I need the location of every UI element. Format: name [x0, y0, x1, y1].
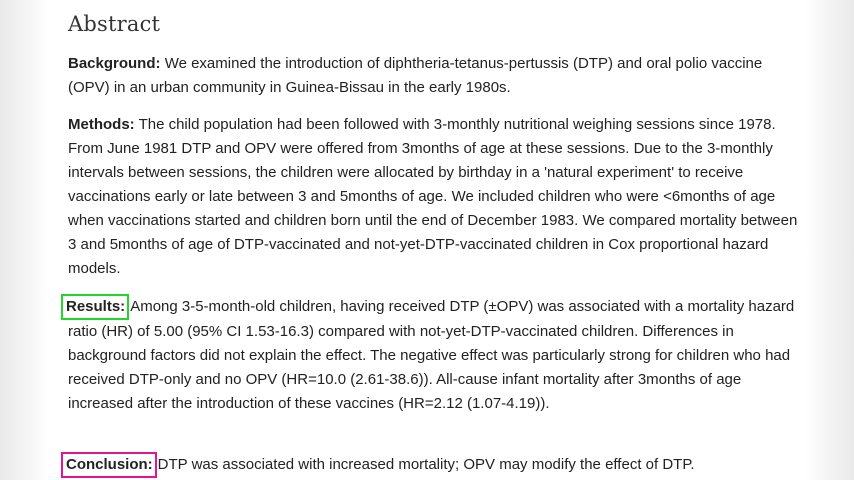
methods-paragraph: [68, 113, 798, 281]
results-text: Among 3-5-month-old children, having received DTP (±OPV) was associated with a mortality hazard ratio (HR) of 5.00 (95% CI 1.53-16.3) compared with not-yet-DTP-vaccinated children. Differences in background factors did not explain the effect. The negative effect was particularly strong for children who had received DTP-only and no OPV (HR=10.0 (2.61-38.6)). All-cause infant mortality after 3months of age increased after the introduction of these vaccines (HR=2.12 (1.07-4.19)).: [68, 298, 795, 412]
results-paragraph: [68, 294, 798, 416]
abstract-heading: Abstract: [68, 12, 161, 36]
conclusion-text: DTP was associated with increased mortality; OPV may modify the effect of DTP.: [157, 456, 695, 473]
background-paragraph: [68, 52, 798, 100]
results-label: Results:: [61, 294, 129, 320]
methods-label: Methods:: [68, 116, 135, 133]
conclusion-paragraph: [68, 452, 798, 478]
abstract-section: [48, 0, 806, 480]
methods-text: The child population had been followed with 3-monthly nutritional weighing sessions since 1978. From June 1981 DTP and OPV were offered from 3months of age at these sessions. Due to the 3-monthly intervals between sessions, the children were allocated by birthday in a 'natural experiment' to receive vaccinations early or late between 3 and 5months of age. We included children who were <6months of age when vaccinations started and children born until the end of December 1983. We compared mortality between 3 and 5months of age of DTP-vaccinated and not-yet-DTP-vaccinated children in Cox proportional hazard models.: [68, 116, 798, 277]
conclusion-label: Conclusion:: [61, 452, 157, 478]
background-text: We examined the introduction of diphtheria-tetanus-pertussis (DTP) and oral polio vaccine (OPV) in an urban community in Guinea-Bissau in the early 1980s.: [68, 55, 763, 96]
background-label: Background:: [68, 55, 161, 72]
